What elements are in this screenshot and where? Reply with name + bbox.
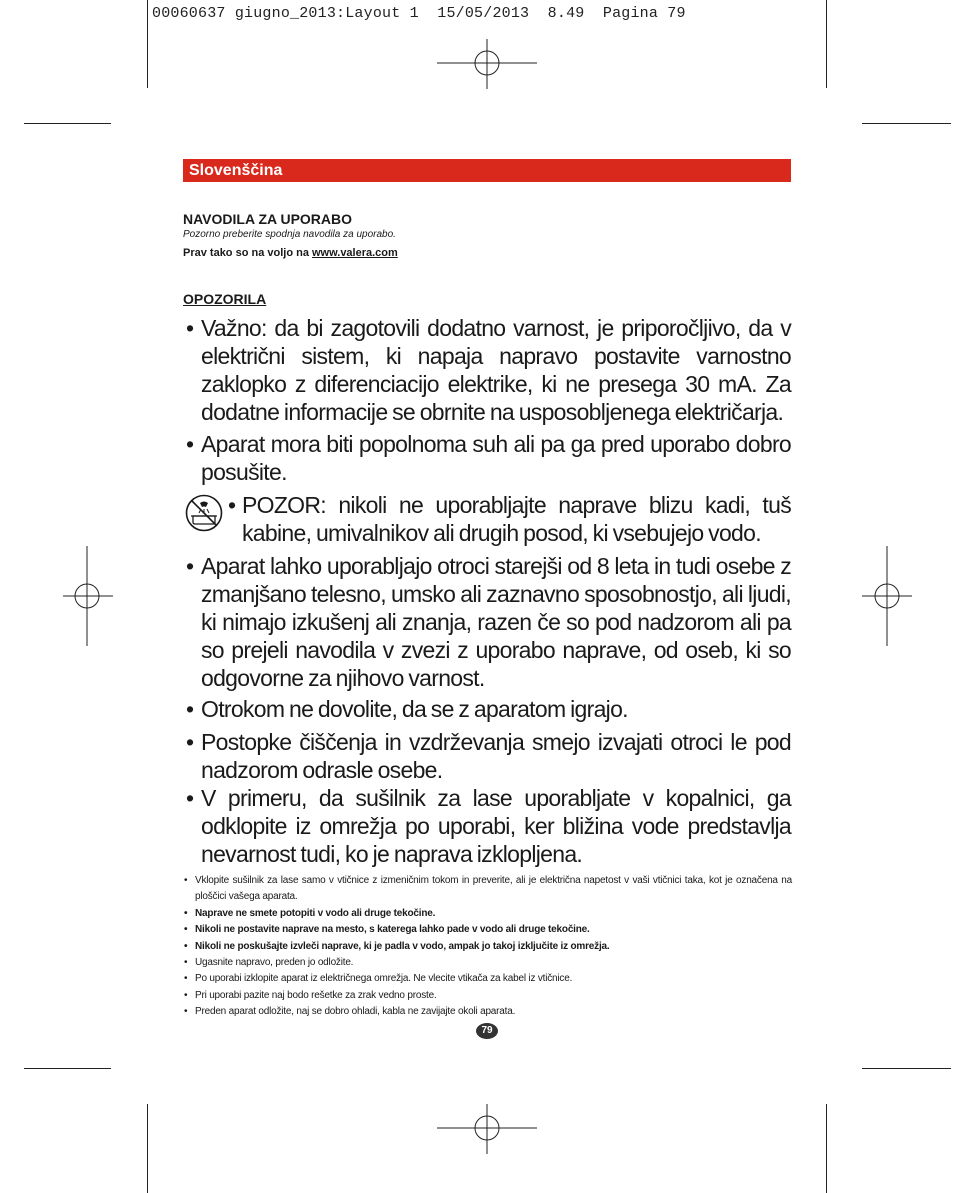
list-item: • Preden aparat odložite, naj se dobro ohladi, kabla ne zavijajte okoli aparata. xyxy=(183,1004,792,1020)
additional-warnings-list xyxy=(183,873,792,1021)
no-water-icon xyxy=(183,494,225,532)
bullet: • xyxy=(186,785,194,811)
warning-item xyxy=(186,552,791,692)
warning-text: Važno: da bi zagotovili dodatno varnost, je priporočljivo, da v električni sistem, ki napaja napravo postavite varnostno zaklopko z diferenciacijo elektrike, ki ne presega 30 mA. Za dodatne informacije se obrnite na usposobljenega električarja. xyxy=(201,315,791,425)
instructions-title: NAVODILA ZA UPORABO xyxy=(183,211,353,227)
registration-mark-icon xyxy=(437,39,537,89)
availability-prefix: Prav tako so na voljo na xyxy=(183,247,312,259)
bullet: • xyxy=(186,553,194,579)
list-item: • Nikoli ne postavite naprave na mesto, s katerega lahko pade v vodo ali druge tekočine. xyxy=(183,922,792,938)
bullet: • xyxy=(186,729,194,755)
crop-mark-top-left-horizontal xyxy=(24,123,111,124)
warning-item xyxy=(186,728,791,784)
crop-mark-top-right-vertical xyxy=(826,0,827,88)
bullet: • xyxy=(186,431,194,457)
list-item: • Naprave ne smete potopiti v vodo ali druge tekočine. xyxy=(183,906,792,922)
warnings-heading: OPOZORILA xyxy=(183,291,267,307)
crop-mark-bottom-right-horizontal xyxy=(862,1068,951,1069)
warning-item xyxy=(186,784,791,868)
list-item: • Ugasnite napravo, preden jo odložite. xyxy=(183,955,792,971)
website-link[interactable]: www.valera.com xyxy=(312,247,398,259)
language-banner: Slovenščina xyxy=(183,159,791,182)
warning-item xyxy=(186,430,791,486)
list-item: • Nikoli ne poskušajte izvleči naprave, ki je padla v vodo, ampak jo takoj izključite iz omrežja. xyxy=(183,939,792,955)
registration-mark-icon xyxy=(63,546,113,646)
crop-mark-bottom-right-vertical xyxy=(826,1104,827,1193)
availability-note xyxy=(183,247,398,259)
registration-mark-icon xyxy=(437,1104,537,1154)
crop-mark-top-right-horizontal xyxy=(862,123,951,124)
bullet: • xyxy=(186,315,194,341)
bullet: • xyxy=(228,492,236,518)
warning-text: Aparat mora biti popolnoma suh ali pa ga pred uporabo dobro posušite. xyxy=(201,431,791,485)
list-item: • Vklopite sušilnik za lase samo v vtičnice z izmeničnim tokom in preverite, ali je električna napetost v vaši vtičnici taka, kot je označena na ploščici vašega aparata. xyxy=(183,873,792,906)
warning-text: Otrokom ne dovolite, da se z aparatom igrajo. xyxy=(201,696,628,722)
crop-mark-bottom-left-horizontal xyxy=(24,1068,111,1069)
warning-text: Postopke čiščenja in vzdrževanja smejo izvajati otroci le pod nadzorom odrasle osebe. xyxy=(201,729,791,783)
list-item: • Pri uporabi pazite naj bodo rešetke za zrak vedno proste. xyxy=(183,988,792,1004)
registration-mark-icon xyxy=(862,546,912,646)
page-number: 79 xyxy=(476,1023,498,1039)
list-item: • Po uporabi izklopite aparat iz električnega omrežja. Ne vlecite vtikača za kabel iz vtičnice. xyxy=(183,971,792,987)
bullet: • xyxy=(186,696,194,722)
warning-text: Aparat lahko uporabljajo otroci starejši od 8 leta in tudi osebe z zmanjšano telesno, umsko ali zaznavno sposobnostjo, ali ljudi, ki nimajo izkušenj ali znanja, razen če so pod nadzorom ali pa so prejeli navodila v zvezi z uporabo naprave, od oseb, ki so odgovorne za njihovo varnost. xyxy=(201,553,791,691)
printer-slug: 00060637 giugno_2013:Layout 1 15/05/2013 8.49 Pagina 79 xyxy=(152,5,686,22)
crop-mark-top-left-vertical xyxy=(147,0,148,88)
instructions-subtitle: Pozorno preberite spodnja navodila za uporabo. xyxy=(183,229,396,240)
warning-item xyxy=(186,314,791,426)
warning-item xyxy=(228,491,791,547)
crop-mark-bottom-left-vertical xyxy=(147,1104,148,1193)
warning-text: POZOR: nikoli ne uporabljajte naprave blizu kadi, tuš kabine, umivalnikov ali drugih posod, ki vsebujejo vodo. xyxy=(242,492,791,546)
warning-item xyxy=(186,695,791,723)
warning-text: V primeru, da sušilnik za lase uporabljate v kopalnici, ga odklopite iz omrežja po uporabi, ker bližina vode predstavlja nevarnost tudi, ko je naprava izklopljena. xyxy=(201,785,791,867)
